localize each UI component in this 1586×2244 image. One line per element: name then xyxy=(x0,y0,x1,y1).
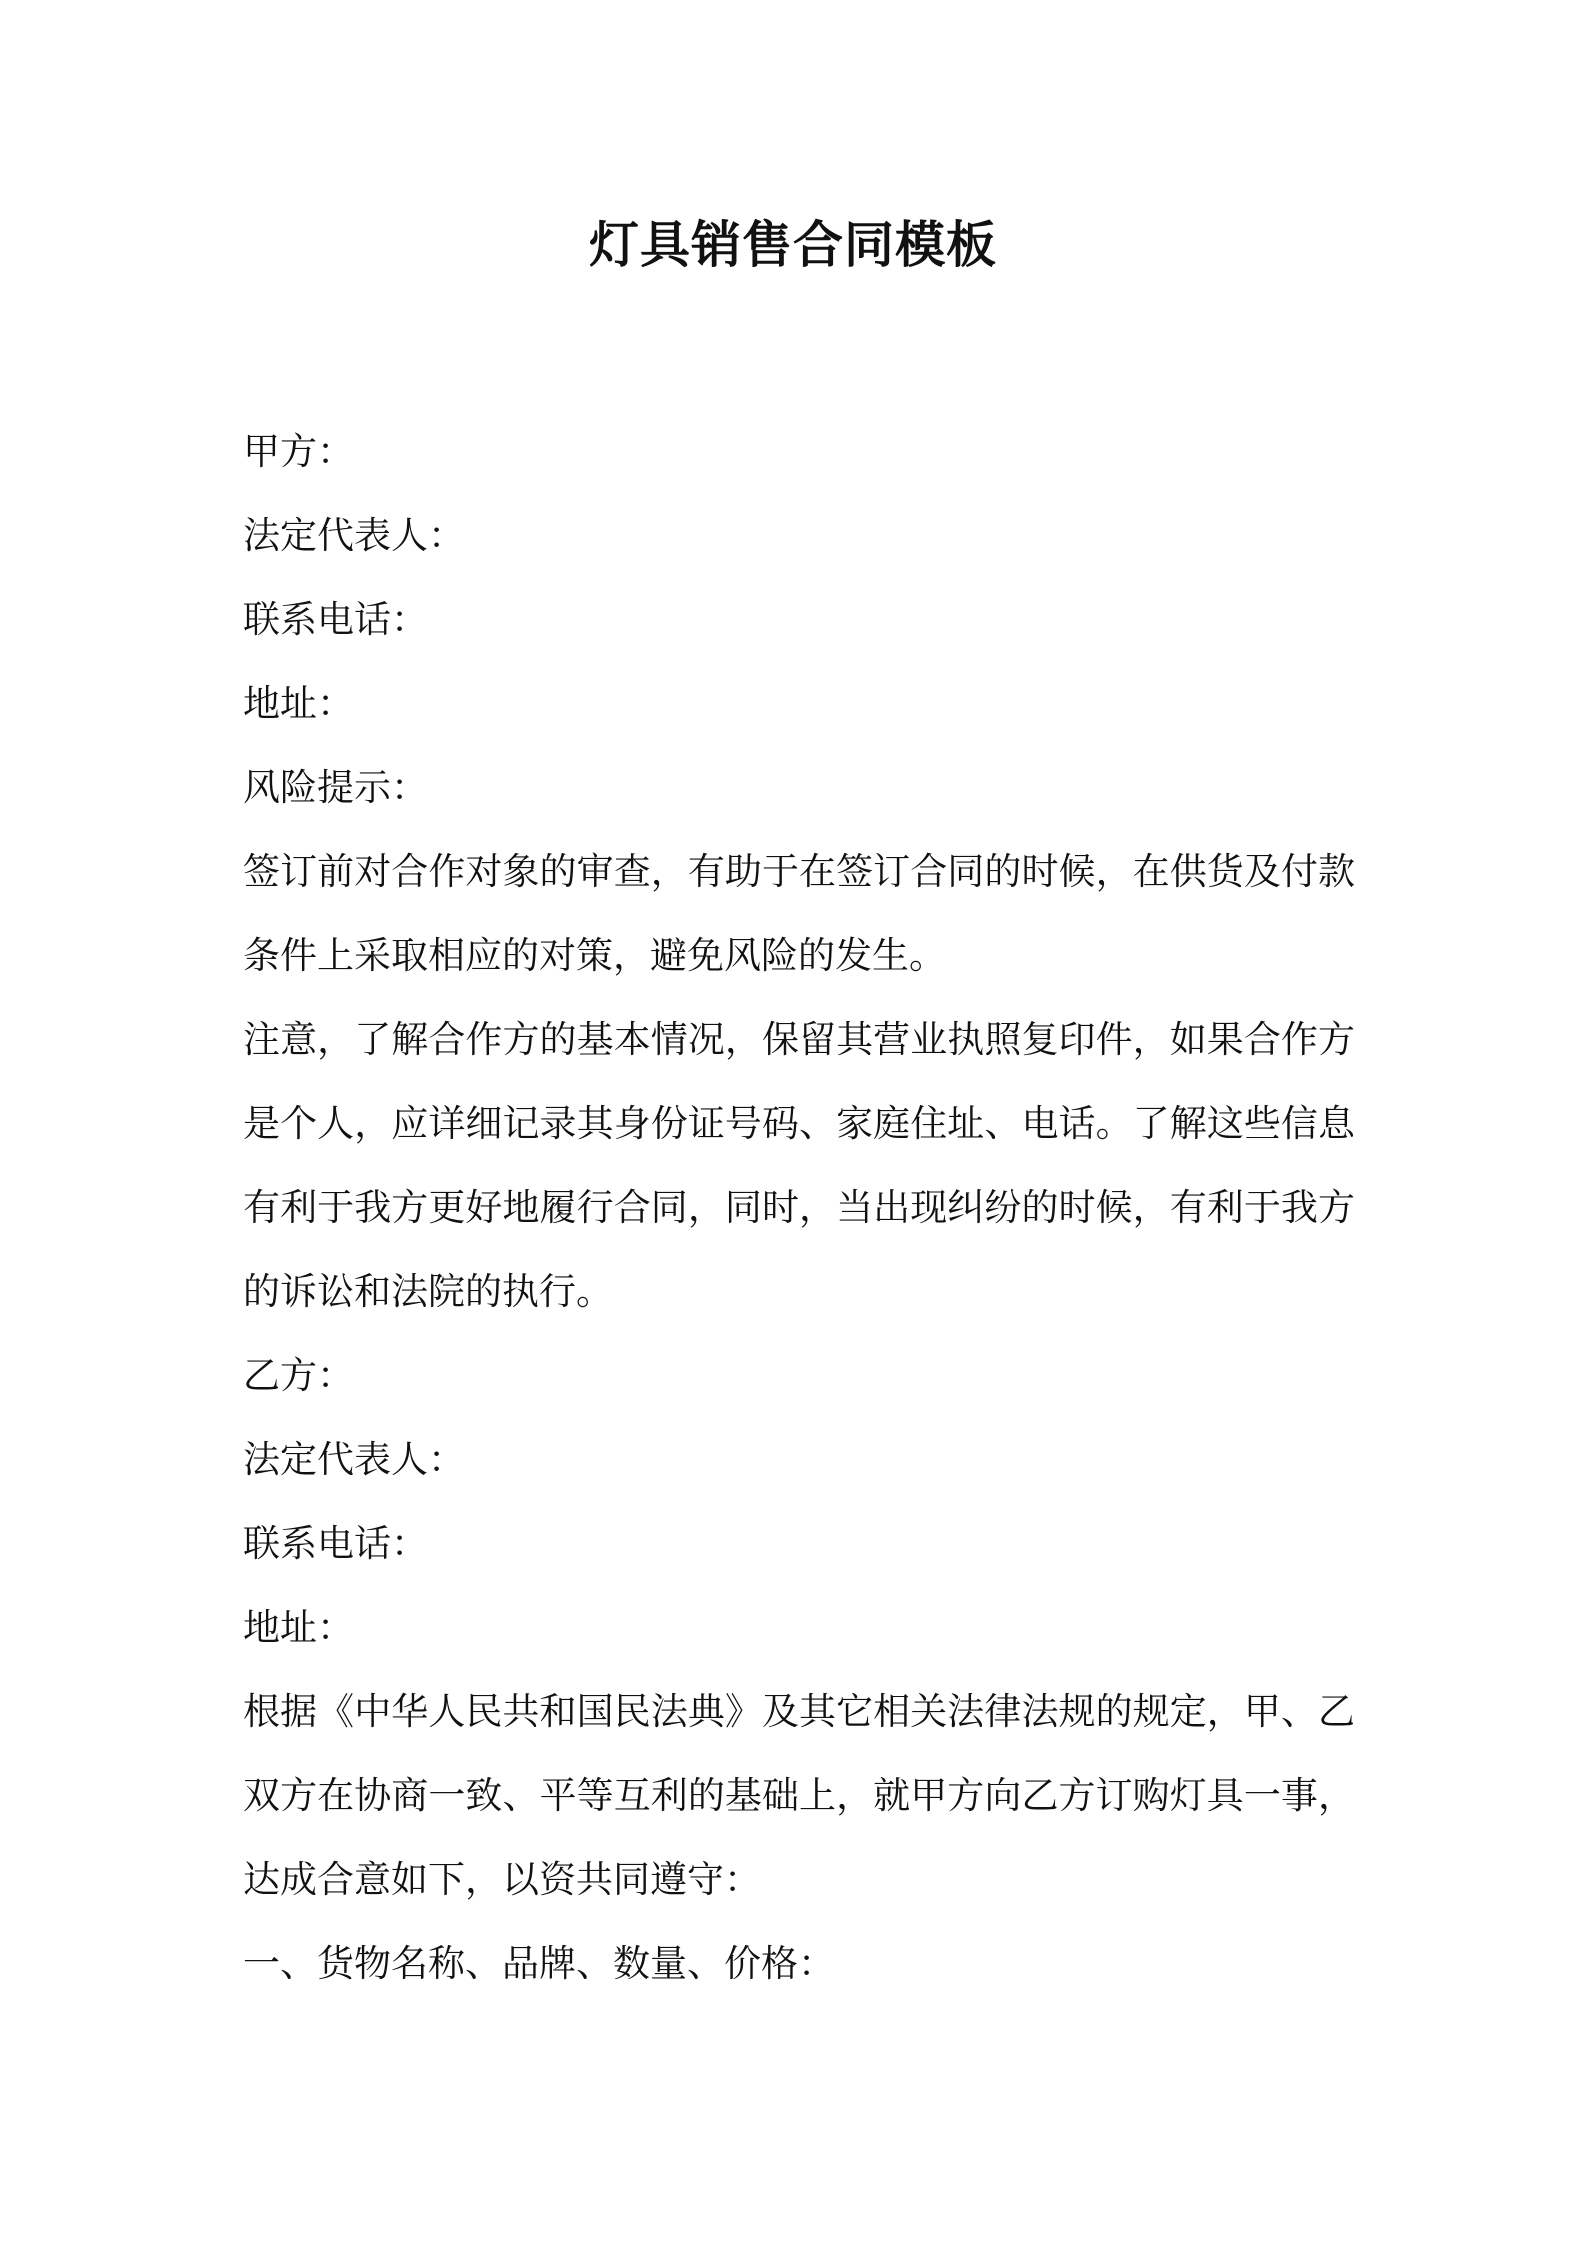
document-body xyxy=(243,410,1355,2006)
section-1-heading: 一、货物名称、品牌、数量、价格： xyxy=(243,1942,835,1985)
party-b-address-label: 地址： xyxy=(243,1606,354,1649)
party-b-label: 乙方： xyxy=(243,1354,354,1397)
party-b-representative-label: 法定代表人： xyxy=(243,1438,465,1481)
party-a-representative-label: 法定代表人： xyxy=(243,514,465,557)
document-title: 灯具销售合同模板 xyxy=(589,216,997,274)
preamble-paragraph: 根据《中华人民共和国民法典》及其它相关法律法规的规定，甲、乙双方在协商一致、平等互利的基础上，就甲方向乙方订购灯具一事，达成合意如下，以资共同遵守： xyxy=(243,1690,1355,1901)
risk-notice-paragraph-1: 签订前对合作对象的审查，有助于在签订合同的时候，在供货及付款条件上采取相应的对策，避免风险的发生。 xyxy=(243,850,1355,977)
party-a-phone-label: 联系电话： xyxy=(243,598,428,641)
risk-notice-label: 风险提示： xyxy=(243,766,428,809)
party-a-label: 甲方： xyxy=(243,430,354,473)
party-a-address-label: 地址： xyxy=(243,682,354,725)
party-b-phone-label: 联系电话： xyxy=(243,1522,428,1565)
risk-notice-paragraph-2: 注意，了解合作方的基本情况，保留其营业执照复印件，如果合作方是个人，应详细记录其身份证号码、家庭住址、电话。了解这些信息有利于我方更好地履行合同，同时，当出现纠纷的时候，有利于我方的诉讼和法院的执行。 xyxy=(243,1018,1355,1313)
